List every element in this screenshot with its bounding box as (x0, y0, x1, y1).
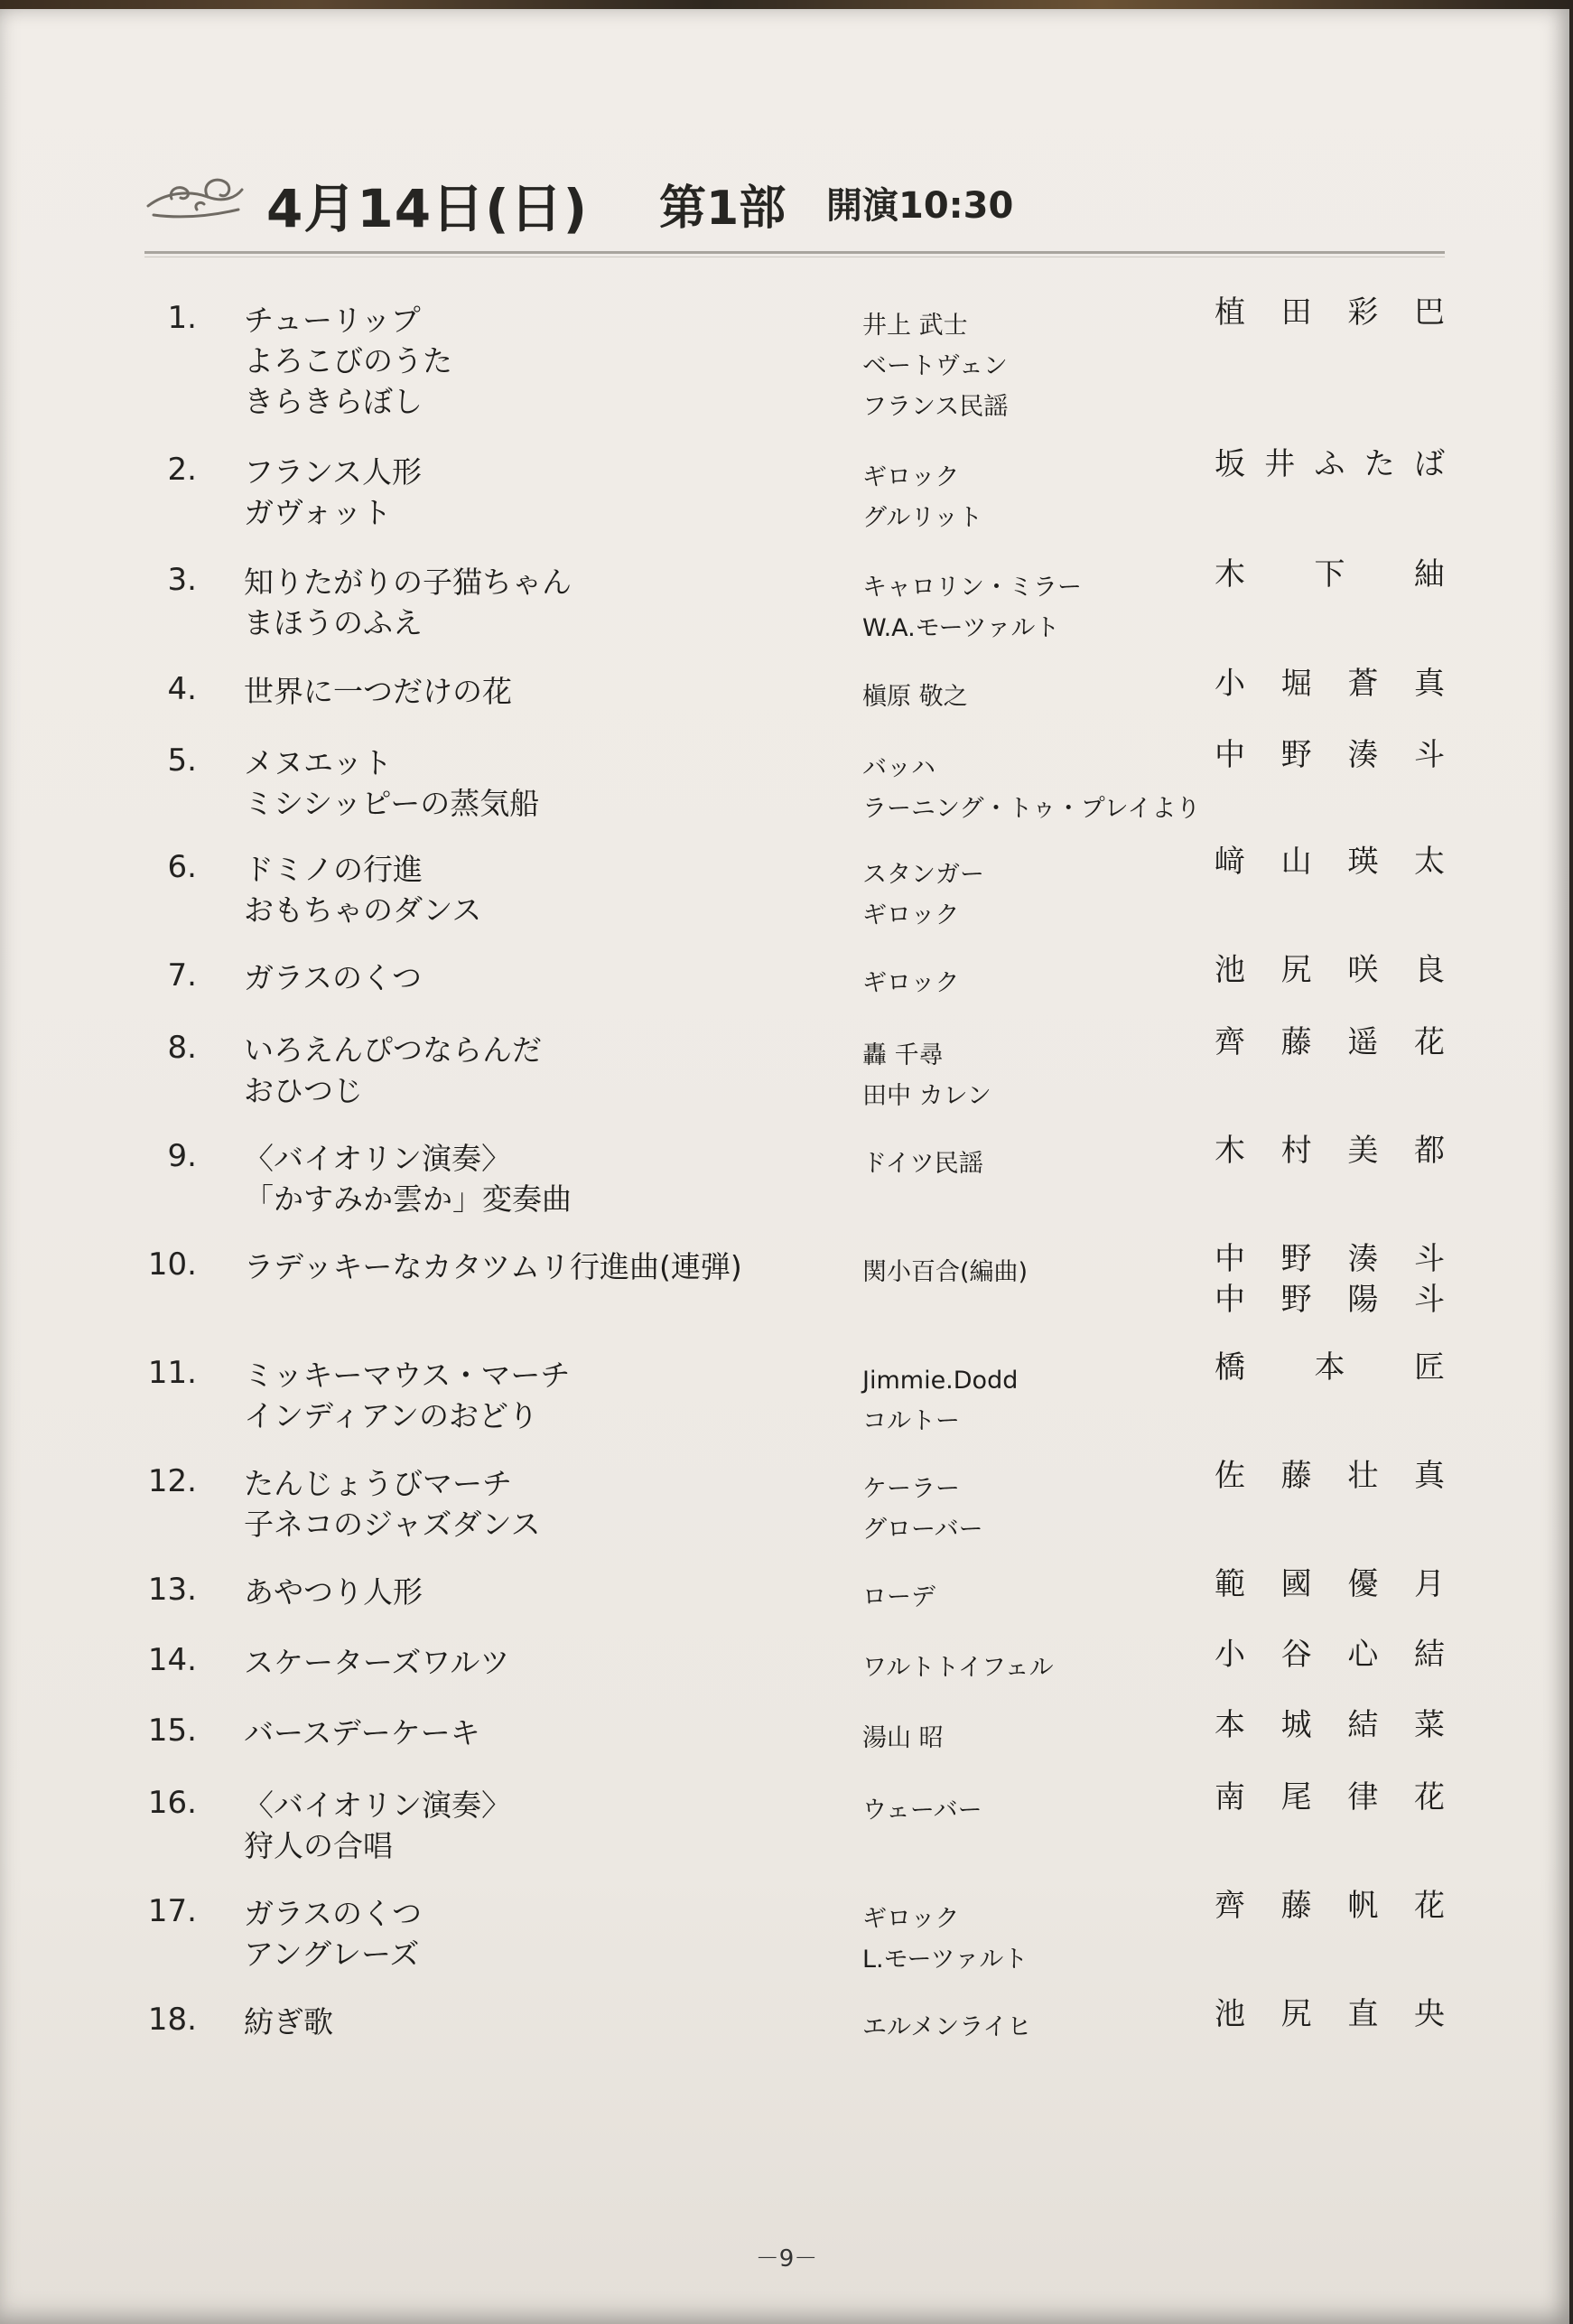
entry-number: 3. (167, 562, 197, 598)
program-page (0, 9, 1569, 2324)
piece-title: 狩人の合唱 (244, 1828, 393, 1863)
composers (862, 1469, 983, 1550)
composer-name: 関小百合(編曲) (862, 1258, 1028, 1286)
composers (862, 1143, 983, 1184)
concert-date: 4月14日(日) (266, 178, 589, 239)
composer-name: 田中 カレン (862, 1082, 991, 1110)
composer-name: グルリット (862, 504, 983, 532)
performer-name: 橋 本 匠 (1215, 1349, 1445, 1386)
composer-name: Jimmie.Dodd (862, 1367, 1019, 1395)
composers (862, 1360, 1018, 1442)
piece-title: 子ネコのジャズダンス (244, 1507, 541, 1542)
composers (862, 305, 1008, 427)
performers (1215, 1348, 1445, 1388)
composers (862, 963, 959, 1003)
piece-titles (244, 452, 422, 533)
composers (862, 1577, 935, 1618)
performers (1215, 1022, 1445, 1063)
piece-titles (244, 957, 422, 998)
composers (862, 748, 1200, 829)
composer-name: ギロック (862, 901, 960, 929)
piece-titles (244, 562, 572, 643)
performer-name: 齊 藤 遥 花 (1215, 1024, 1445, 1060)
piece-title: おもちゃのダンス (244, 892, 482, 928)
performer-name: 範 國 優 月 (1215, 1566, 1445, 1602)
piece-title: ガラスのくつ (244, 960, 423, 995)
performer-name: 小 堀 蒼 真 (1215, 666, 1445, 702)
composer-name: 湯山 昭 (862, 1724, 944, 1752)
composers (862, 1790, 982, 1831)
performers (1215, 1886, 1445, 1927)
piece-title: アングレーズ (244, 1937, 420, 1972)
piece-titles (244, 1572, 423, 1612)
performer-name: 中 野 湊 斗 (1215, 1241, 1445, 1277)
piece-titles (244, 849, 481, 930)
piece-title: 紡ぎ歌 (244, 2004, 333, 2039)
composers (862, 1035, 991, 1116)
performers (1215, 664, 1445, 705)
performers (1215, 1564, 1445, 1605)
performers (1215, 1635, 1445, 1675)
composer-name: 轟 千尋 (862, 1041, 944, 1069)
piece-title: 世界に一つだけの花 (244, 674, 512, 709)
piece-title: ラデッキーなカタツムリ行進曲(連弾) (244, 1249, 742, 1284)
performers (1215, 555, 1445, 595)
entry-number: 2. (167, 452, 197, 488)
performers (1215, 1778, 1445, 1818)
performer-name: 本 城 結 菜 (1215, 1707, 1445, 1743)
composer-name: ギロック (862, 1905, 960, 1933)
performers (1215, 1456, 1445, 1497)
composer-name: L.モーツァルト (862, 1946, 1028, 1974)
composer-name: キャロリン・ミラー (862, 574, 1082, 602)
composers (862, 677, 968, 717)
composer-name: ワルトトイフェル (862, 1654, 1054, 1682)
piece-title: よろこびのうた (244, 343, 452, 378)
piece-title: チューリップ (244, 303, 421, 338)
performer-name: 木 下 紬 (1215, 556, 1445, 593)
piece-titles (244, 742, 539, 824)
composers (862, 1718, 944, 1759)
entry-number: 11. (147, 1355, 197, 1391)
entry-number: 13. (147, 1572, 197, 1608)
performer-name: 齊 藤 帆 花 (1215, 1888, 1445, 1924)
composer-name: W.A.モーツァルト (862, 614, 1060, 642)
entry-number: 16. (147, 1785, 197, 1821)
piece-titles (244, 1355, 570, 1436)
piece-title: 知りたがりの子猫ちゃん (244, 565, 572, 600)
piece-titles (244, 1785, 511, 1866)
piece-title: ドミノの行進 (244, 852, 423, 887)
performer-name: 﨑 山 瑛 太 (1215, 844, 1445, 880)
composer-name: ローデ (862, 1583, 935, 1611)
performers (1215, 1131, 1445, 1171)
piece-title: スケーターズワルツ (244, 1645, 510, 1680)
piece-title: 「かすみか雲か」変奏曲 (244, 1181, 572, 1217)
composer-name: ドイツ民謡 (862, 1150, 983, 1178)
composer-name: グローバー (862, 1516, 983, 1544)
composer-name: コルトー (862, 1407, 960, 1435)
composer-name: ベートヴェン (862, 352, 1008, 380)
part-label: 第1部 (659, 182, 786, 236)
composers (862, 1252, 1028, 1293)
composers (862, 1647, 1054, 1688)
piece-titles (244, 1893, 422, 1974)
composer-name: ラーニング・トゥ・プレイより (862, 795, 1201, 823)
composer-name: ウェーバー (862, 1797, 982, 1825)
piece-title: ガラスのくつ (244, 1896, 423, 1931)
piece-titles (244, 1030, 542, 1111)
piece-title: インディアンのおどり (244, 1398, 539, 1433)
composer-name: エルメンライヒ (862, 2013, 1032, 2041)
piece-title: 〈バイオリン演奏〉 (244, 1787, 512, 1823)
piece-title: まほうのふえ (244, 605, 423, 640)
piece-title: 〈バイオリン演奏〉 (244, 1141, 512, 1176)
entry-number: 1. (167, 300, 197, 336)
piece-titles (244, 1246, 742, 1287)
performer-name: 南 尾 律 花 (1215, 1779, 1445, 1815)
piece-title: ガヴォット (244, 495, 392, 530)
start-time: 開演10:30 (826, 185, 1014, 227)
entry-number: 4. (167, 671, 197, 707)
piece-title: おひつじ (244, 1073, 363, 1108)
performer-name: 中 野 陽 斗 (1215, 1282, 1445, 1318)
piece-titles (244, 671, 512, 712)
composers (862, 457, 982, 538)
piece-title: バースデーケーキ (244, 1715, 480, 1750)
composer-name: 槇原 敬之 (862, 683, 968, 711)
entry-number: 7. (167, 957, 197, 994)
entry-number: 9. (167, 1138, 197, 1174)
composer-name: ギロック (862, 463, 960, 491)
entry-number: 18. (147, 2002, 197, 2038)
entry-number: 12. (147, 1463, 197, 1499)
entry-number: 6. (167, 849, 197, 885)
performer-name: 植 田 彩 巴 (1215, 294, 1445, 331)
piece-title: ミシシッピーの蒸気船 (244, 786, 540, 821)
performers (1215, 293, 1445, 333)
composer-name: 井上 武士 (862, 312, 968, 340)
performers (1215, 1994, 1445, 2035)
performer-name: 池 尻 咲 良 (1215, 952, 1445, 988)
performers (1215, 1705, 1445, 1746)
piece-titles (244, 1138, 572, 1219)
piece-titles (244, 1642, 509, 1683)
composer-name: バッハ (862, 754, 935, 782)
performers (1215, 1239, 1445, 1321)
performer-name: 佐 藤 壮 真 (1215, 1458, 1445, 1494)
performers (1215, 444, 1445, 485)
piece-title: ミッキーマウス・マーチ (244, 1358, 571, 1393)
performer-name: 池 尻 直 央 (1215, 1996, 1445, 2032)
performer-name: 中 野 湊 斗 (1215, 737, 1445, 773)
performers (1215, 950, 1445, 991)
composer-name: ギロック (862, 969, 960, 997)
entry-number: 8. (167, 1030, 197, 1066)
piece-title: いろえんぴつならんだ (244, 1032, 542, 1068)
piece-title: メヌエット (244, 745, 393, 780)
composers (862, 567, 1082, 649)
entry-number: 5. (167, 742, 197, 779)
performers (1215, 735, 1445, 776)
entry-number: 15. (147, 1713, 197, 1749)
piece-title: きらきらぼし (244, 384, 423, 419)
performer-name: 坂 井 ふ た ば (1215, 446, 1445, 482)
piece-title: あやつり人形 (244, 1574, 423, 1610)
piece-titles (244, 1463, 541, 1545)
performers (1215, 842, 1445, 882)
piece-title: たんじょうびマーチ (244, 1466, 512, 1501)
piece-titles (244, 2002, 333, 2042)
composer-name: ケーラー (862, 1475, 960, 1503)
entry-number: 10. (147, 1246, 197, 1283)
page-number: －9－ (755, 2245, 818, 2273)
performer-name: 木 村 美 都 (1215, 1133, 1445, 1169)
composers (862, 1899, 1028, 1980)
program-list (0, 9, 1569, 2324)
piece-title: フランス人形 (244, 454, 423, 490)
composer-name: スタンガー (862, 861, 984, 889)
entry-number: 17. (147, 1893, 197, 1929)
piece-titles (244, 1713, 480, 1753)
performer-name: 小 谷 心 結 (1215, 1637, 1445, 1673)
composers (862, 854, 984, 936)
piece-titles (244, 300, 452, 422)
entry-number: 14. (147, 1642, 197, 1678)
composers (862, 2007, 1031, 2048)
composer-name: フランス民謡 (862, 393, 1009, 421)
